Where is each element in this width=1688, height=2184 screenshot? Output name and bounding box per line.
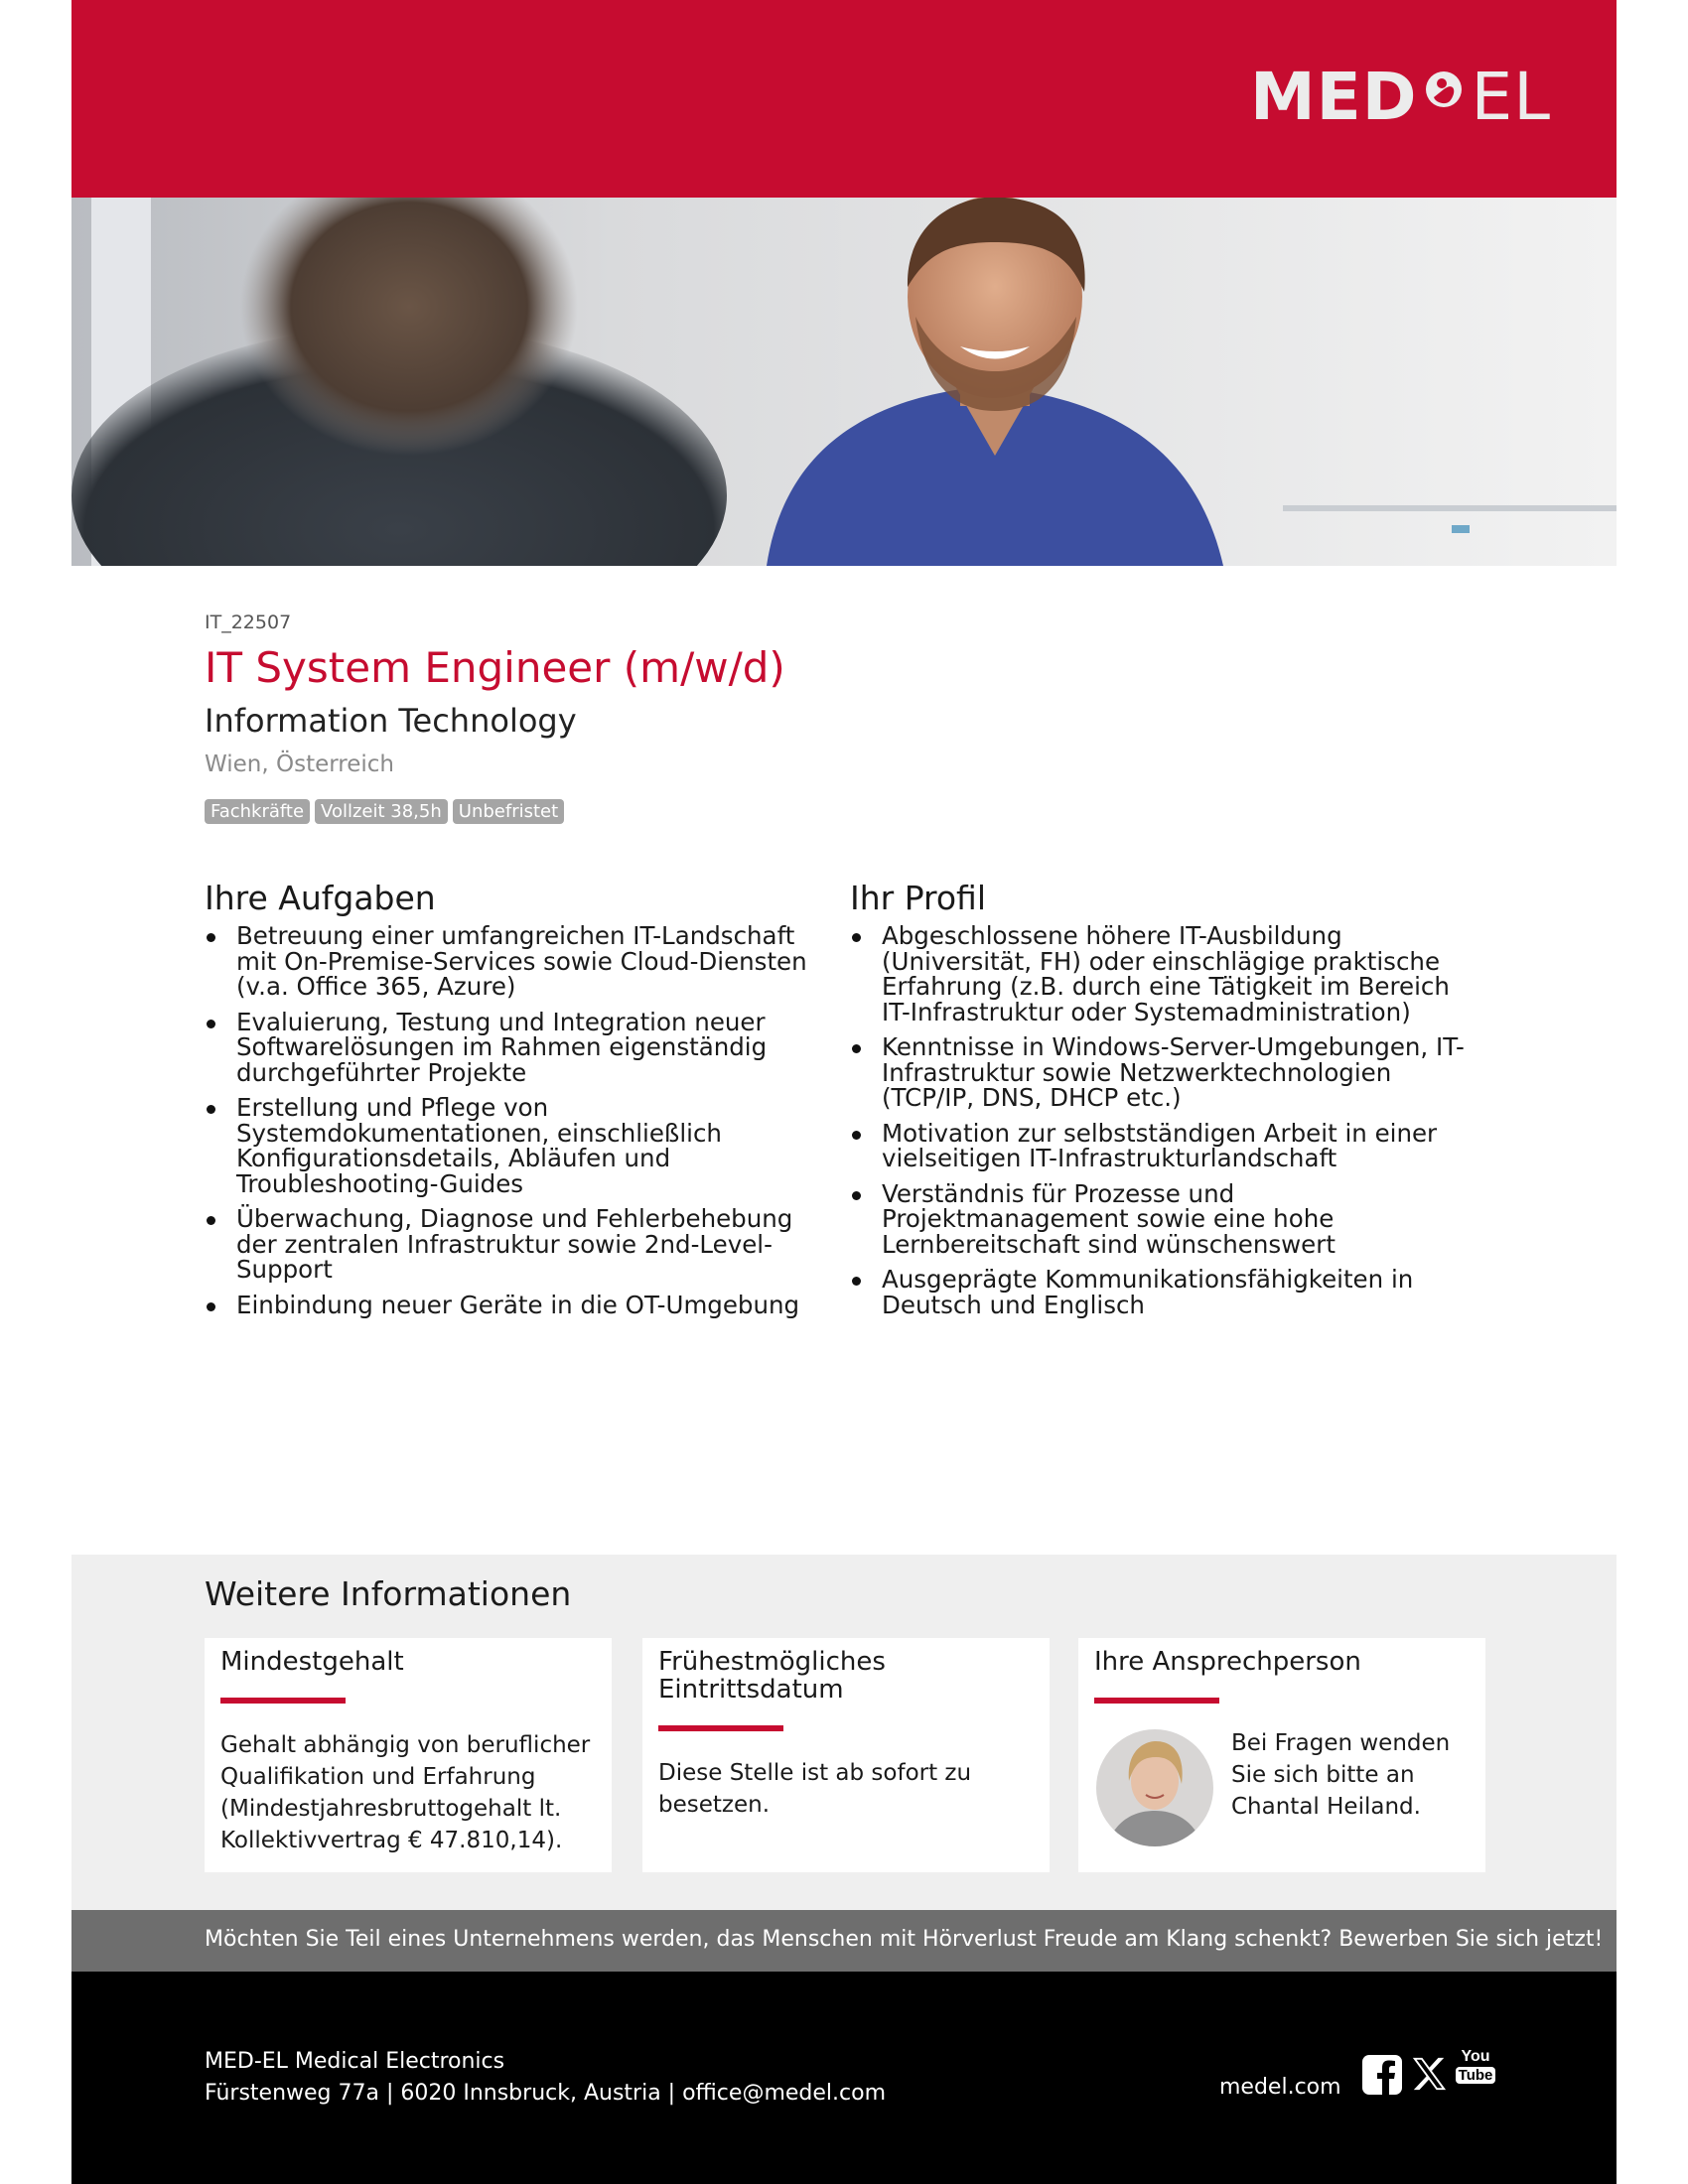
avatar (1096, 1729, 1213, 1846)
list-item: Abgeschlossene höhere IT-Ausbildung (Universität, FH) oder einschlägige praktische Erfahrung (z.B. durch eine Tätigkeit im Bereich IT-Infrastruktur oder Systemadministration) (850, 923, 1474, 1024)
facebook-icon[interactable] (1362, 2055, 1402, 2095)
list-item: Kenntnisse in Windows-Server-Umgebungen, IT-Infrastruktur sowie Netzwerktechnologien (TCP/IP, DNS, DHCP etc.) (850, 1034, 1474, 1111)
accent-bar (1094, 1698, 1219, 1704)
accent-bar (220, 1698, 346, 1704)
youtube-label-bottom: Tube (1456, 2067, 1495, 2084)
further-info-section (71, 1555, 1617, 1910)
contact-card (1078, 1638, 1485, 1872)
header-banner (71, 0, 1617, 198)
hero-illustration (71, 198, 1617, 566)
x-icon[interactable] (1410, 2055, 1448, 2093)
job-header (205, 596, 1485, 1319)
contact-text: Bei Fragen wenden Sie sich bitte an Chantal Heiland. (1231, 1730, 1451, 1820)
list-item: Überwachung, Diagnose und Fehlerbehebung der zentralen Infrastruktur sowie 2nd-Level-Support (205, 1206, 828, 1283)
medel-logo[interactable] (1249, 58, 1551, 135)
footer-company: MED-EL Medical Electronics (205, 2049, 505, 2074)
job-department: Information Technology (205, 702, 577, 740)
tag-hours: Vollzeit 38,5h (315, 799, 448, 824)
profile-section (850, 879, 1495, 1327)
list-item: Ausgeprägte Kommunikationsfähigkeiten in Deutsch und Englisch (850, 1267, 1474, 1317)
job-title: IT System Engineer (m/w/d) (205, 643, 785, 692)
job-reference: IT_22507 (205, 612, 292, 633)
job-posting-page (71, 0, 1617, 2184)
hero-photo (71, 198, 1617, 566)
list-item: Verständnis für Prozesse und Projektmanagement sowie eine hohe Lernbereitschaft sind wünschenswert (850, 1181, 1474, 1258)
logo-mark-icon (1424, 69, 1464, 109)
start-date-text: Diese Stelle ist ab sofort zu besetzen. (658, 1760, 972, 1818)
footer-website-link[interactable]: medel.com (1219, 2075, 1341, 2100)
contact-title: Ihre Ansprechperson (1094, 1647, 1361, 1677)
tasks-heading: Ihre Aufgaben (205, 879, 436, 917)
further-info-heading: Weitere Informationen (205, 1574, 572, 1613)
tasks-list (205, 923, 850, 1317)
footer-address: Fürstenweg 77a | 6020 Innsbruck, Austria | office@medel.com (205, 2081, 886, 2106)
salary-title: Mindestgehalt (220, 1647, 404, 1677)
job-location: Wien, Österreich (205, 751, 394, 777)
tag-contract: Unbefristet (453, 799, 564, 824)
contact-photo (1096, 1729, 1213, 1846)
list-item: Einbindung neuer Geräte in die OT-Umgebung (205, 1293, 828, 1318)
call-to-action-bar (71, 1910, 1617, 1972)
list-item: Erstellung und Pflege von Systemdokumentationen, einschließlich Konfigurationsdetails, Abläufen und Troubleshooting-Guides (205, 1095, 828, 1196)
job-details-columns (205, 879, 1495, 1327)
salary-text: Gehalt abhängig von beruflicher Qualifikation und Erfahrung (Mindestjahresbruttogehalt lt. Kollektivvertrag € 47.810,14). (220, 1732, 591, 1853)
youtube-icon[interactable] (1456, 2049, 1495, 2084)
accent-bar (658, 1725, 783, 1731)
tag-category: Fachkräfte (205, 799, 310, 824)
start-date-card (642, 1638, 1050, 1872)
logo-text-el: EL (1471, 58, 1551, 135)
list-item: Evaluierung, Testung und Integration neuer Softwarelösungen im Rahmen eigenständig durchgeführter Projekte (205, 1010, 828, 1086)
start-date-title: Frühestmögliches Eintrittsdatum (658, 1647, 886, 1705)
job-tags (205, 799, 1485, 824)
youtube-label-top: You (1461, 2048, 1490, 2065)
footer (71, 1972, 1617, 2184)
profile-list (850, 923, 1495, 1317)
call-to-action-text: Möchten Sie Teil eines Unternehmens werden, das Menschen mit Hörverlust Freude am Klang schenkt? Bewerben Sie sich jetzt! (205, 1927, 1604, 1952)
list-item: Betreuung einer umfangreichen IT-Landschaft mit On-Premise-Services sowie Cloud-Diensten (v.a. Office 365, Azure) (205, 923, 828, 1000)
salary-card (205, 1638, 612, 1872)
logo-text-med: MED (1249, 58, 1418, 135)
tasks-section (205, 879, 850, 1327)
list-item: Motivation zur selbstständigen Arbeit in einer vielseitigen IT-Infrastrukturlandschaft (850, 1121, 1474, 1171)
profile-heading: Ihr Profil (850, 879, 987, 917)
